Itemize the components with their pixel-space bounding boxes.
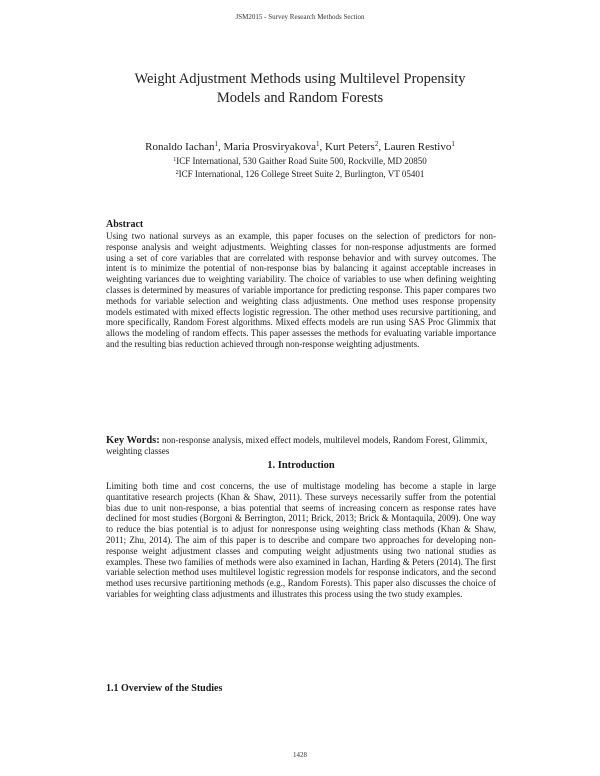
affiliation-number: 2 (175, 170, 179, 176)
introduction-text: Limiting both time and cost concerns, the use of multistage modeling has become a staple in large quantitative research projects (Khan & Shaw, 2011). These surveys necessarily suffer from the potential bias due to unit non-response, a bias potential that seems of increasing concern as response rates have declined for most studies (Borgoni & Berrington, 2011; Brick, 2013; Brick & Montaquila, 2009). One way to reduce the bias potential is to adjust for nonresponse using weighting class methods (Khan & Shaw, 2011; Zhu, 2014). The aim of this paper is to describe and compare two approaches for developing non-response weight adjustment classes and computing weight adjustments using two national studies as examples. These two families of methods were also examined in Iachan, Harding & Peters (2014). The first variable selection method uses multilevel logistic regression models for response indicators, and the second method uses recursive partitioning methods (e.g., Random Forests). This paper also discusses the choice of variables for weighting class adjustments and illustrates this process using the two study examples. (106, 481, 496, 599)
paper-title (60, 70, 540, 108)
author-separator: , (217, 141, 224, 153)
affiliation (60, 168, 540, 181)
affiliation (60, 155, 540, 168)
author-affiliation-mark: 1 (451, 140, 455, 148)
author-affiliation-mark: 1 (316, 140, 320, 148)
running-header: JSM2015 - Survey Research Methods Section (235, 13, 365, 21)
affiliation-number: 1 (173, 157, 177, 163)
author (325, 141, 384, 153)
abstract-text: Using two national surveys as an example, this paper focuses on the selection of predictors for non-response analysis and weight adjustments. Weighting classes for non-response adjustments are formed using a set of core variables that are correlated with response behavior and with survey outcomes. The intent is to minimize the potential of non-response bias by balancing it against acceptable increases in weighting variances due to weighting variability. The choice of variables to use when defining weighting classes is determined by measures of variable importance for predicting response. This paper compares two methods for variable selection and weighting class adjustments. One method uses response propensity models estimated with mixed effects logistic regression. The other method uses recursive partitioning, and more specifically, Random Forest algorithms. Mixed effects models are run using SAS Proc Glimmix that allows the modeling of random effects. This paper assesses the methods for evaluating variable importance and the resulting bias reduction achieved through non-response weighting adjustments. (106, 231, 496, 349)
author-name: Ronaldo Iachan (145, 141, 215, 153)
author (145, 141, 223, 153)
affiliation-text: ICF International, 126 College Street Suite 2, Burlington, VT 05401 (178, 169, 425, 179)
keywords-label: Key Words: (106, 435, 160, 446)
author-affiliation-mark: 2 (374, 140, 379, 148)
abstract-section (106, 219, 496, 350)
affiliation-text: ICF International, 530 Gaither Road Suite 500, Rockville, MD 20850 (176, 156, 427, 166)
introduction-section (106, 481, 496, 600)
author-name: Maria Prosviryakova (223, 141, 317, 153)
author (384, 141, 455, 153)
subsection-heading-overview: 1.1 Overview of the Studies (106, 683, 223, 694)
author-list (60, 140, 540, 154)
abstract-heading: Abstract (106, 219, 144, 230)
author (223, 141, 325, 153)
author-name: Kurt Peters (325, 141, 375, 153)
author-name: Lauren Restivo (383, 141, 452, 153)
author-separator: , (319, 141, 326, 153)
keywords-text: non-response analysis, mixed effect models, multilevel models, Random Forest, Glimmix, weighting classes (106, 435, 488, 456)
keywords-section (106, 435, 496, 457)
author-affiliation-mark: 1 (214, 140, 218, 148)
section-heading-introduction: 1. Introduction (267, 460, 335, 471)
page-number: 1428 (293, 751, 307, 759)
title-line-1: Weight Adjustment Methods using Multilevel Propensity (134, 71, 466, 87)
title-line-2: Models and Random Forests (216, 90, 384, 106)
affiliation-list (60, 155, 540, 181)
author-separator: , (378, 141, 384, 153)
